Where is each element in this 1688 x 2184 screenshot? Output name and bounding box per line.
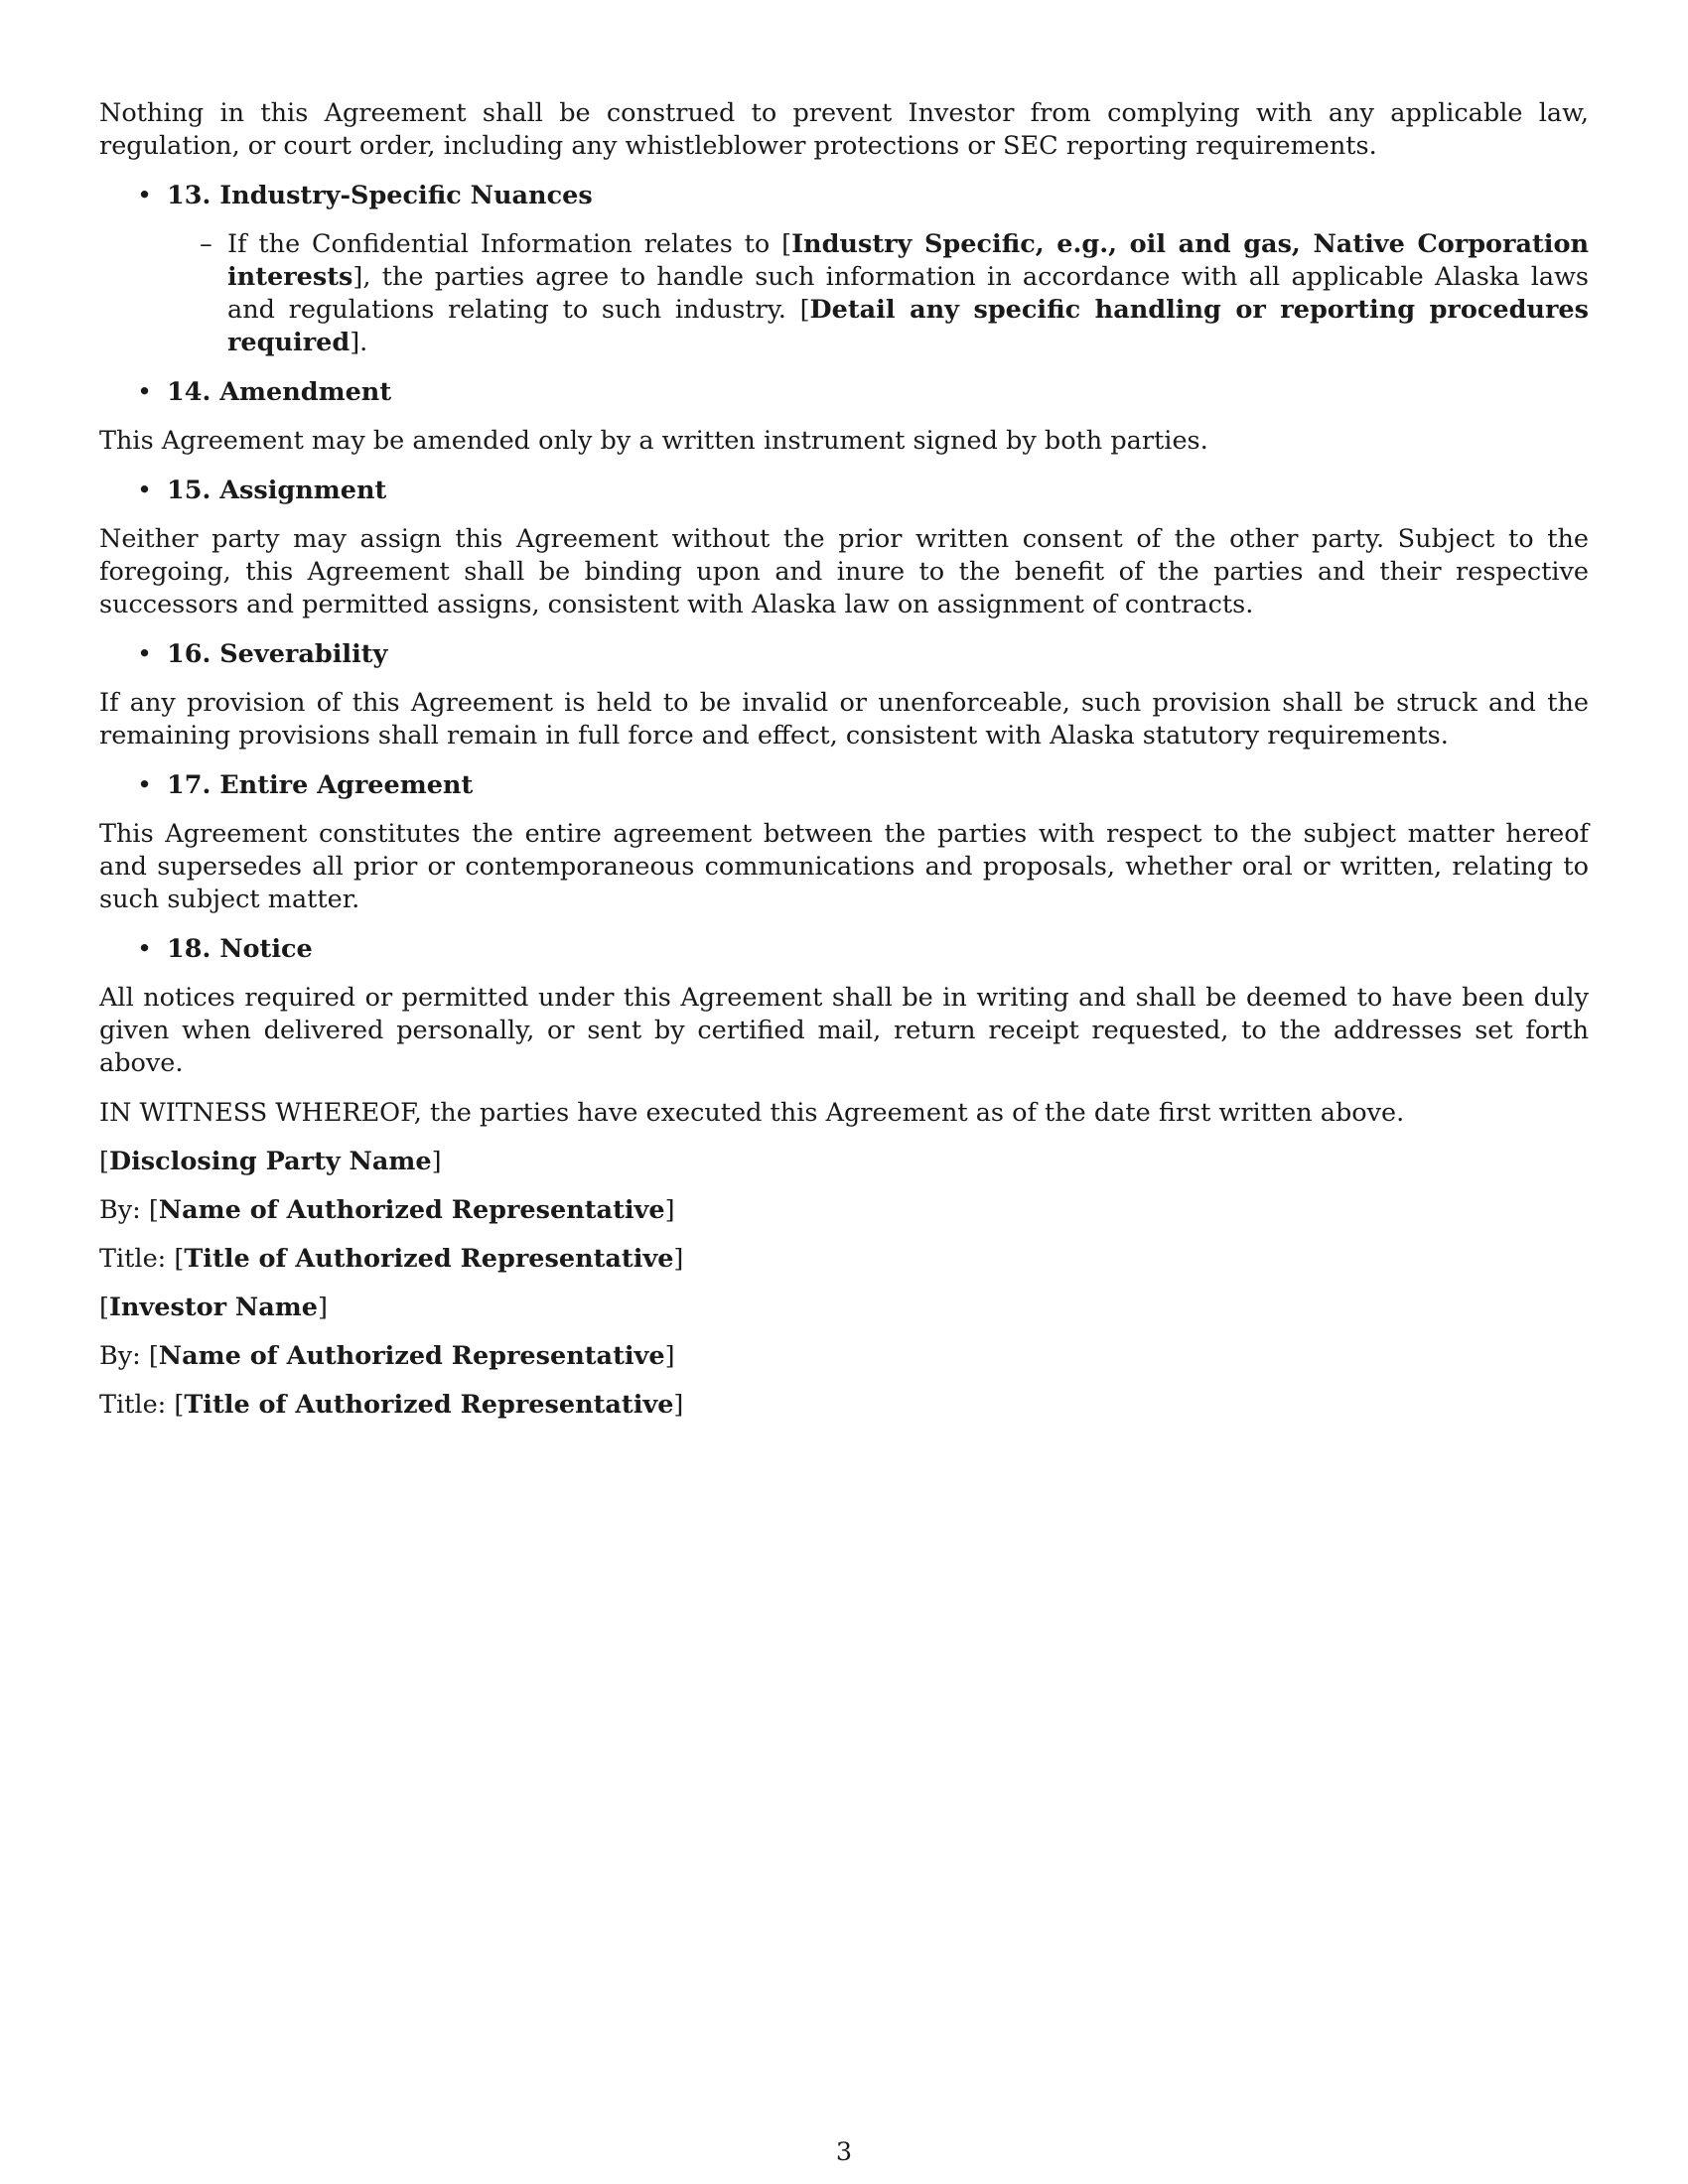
section-14-body: This Agreement may be amended only by a written instrument signed by both parties. [99,426,1208,456]
close-bracket: ] [431,1147,442,1176]
section-13-text-c: ]. [350,328,368,357]
close-bracket: ] [673,1244,684,1274]
open-bracket: [ [148,1195,159,1225]
title-label: Title: [99,1390,175,1420]
section-16-title: 16. Severability [167,639,388,669]
section-15-body: Neither party may assign this Agreement without the prior written consent of the other party. Subject to the foregoing, this Agreement shall be binding upon and inure to the benefit of the parties and their respective successors and permitted assigns, consistent with Alaska law on assignment of contracts. [99,524,1589,619]
disclosing-by-line [99,1194,1589,1227]
bullet-icon: • [137,639,153,669]
section-15-title: 15. Assignment [167,476,387,505]
page-number: 3 [835,2137,853,2167]
document-body [99,97,1589,1437]
section-18-title: 18. Notice [167,934,313,964]
section-13-placeholder-procedures: Detail any specific handling or reporting procedures required [227,295,1589,357]
witness-statement: IN WITNESS WHEREOF, the parties have executed this Agreement as of the date first written above. [99,1098,1405,1128]
bullet-icon: • [137,934,153,964]
bullet-icon: • [137,476,153,505]
close-bracket: ] [664,1195,675,1225]
disclosing-party-name-line [99,1146,1589,1178]
open-bracket: [ [99,1147,109,1176]
open-bracket: [ [99,1293,109,1322]
section-13-text-b: ], the parties agree to handle such information in accordance with all applicable Alaska laws and regulations relating to such industry. [ [227,262,1589,325]
title-label: Title: [99,1244,175,1274]
open-bracket: [ [174,1244,185,1274]
section-16-body: If any provision of this Agreement is held to be invalid or unenforceable, such provision shall be struck and the remaining provisions shall remain in full force and effect, consistent with Alaska statutory requirements. [99,688,1589,751]
section-14-heading [137,376,1589,409]
section-13-subitem [200,228,1589,359]
disclosing-title-line [99,1243,1589,1276]
bullet-icon: • [137,377,153,407]
disclosing-rep-title: Title of Authorized Representative [184,1244,674,1274]
section-13-text-a: If the Confidential Information relates to [ [227,229,792,259]
section-13-heading [137,180,1589,212]
disclosing-rep-name: Name of Authorized Representative [158,1195,665,1225]
by-label: By: [99,1195,149,1225]
section-14-title: 14. Amendment [167,377,392,407]
close-bracket: ] [673,1390,684,1420]
investor-name: Investor Name [108,1293,318,1322]
section-16-heading [137,638,1589,671]
close-bracket: ] [317,1293,328,1322]
section-18-body: All notices required or permitted under this Agreement shall be in writing and shall be deemed to have been duly given when delivered personally, or sent by certified mail, return receipt requested, to the addresses set forth above. [99,983,1589,1078]
investor-title-line [99,1389,1589,1422]
bullet-icon: • [137,181,153,210]
by-label: By: [99,1341,149,1371]
section-18-heading [137,933,1589,966]
investor-rep-name: Name of Authorized Representative [158,1341,665,1371]
open-bracket: [ [174,1390,185,1420]
investor-rep-title: Title of Authorized Representative [184,1390,674,1420]
section-13-placeholder-industry: Industry Specific, e.g., oil and gas, Native Corporation interests [227,229,1589,292]
dash-icon: – [200,229,212,259]
section-13-title: 13. Industry-Specific Nuances [167,181,593,210]
investor-name-line [99,1292,1589,1324]
disclosing-party-name: Disclosing Party Name [108,1147,432,1176]
intro-paragraph: Nothing in this Agreement shall be construed to prevent Investor from complying with any applicable law, regulation, or court order, including any whistleblower protections or SEC reporting requirements. [99,98,1589,161]
close-bracket: ] [664,1341,675,1371]
bullet-icon: • [137,770,153,800]
section-17-heading [137,769,1589,802]
investor-by-line [99,1340,1589,1373]
section-17-title: 17. Entire Agreement [167,770,474,800]
open-bracket: [ [148,1341,159,1371]
section-15-heading [137,475,1589,507]
section-17-body: This Agreement constitutes the entire agreement between the parties with respect to the subject matter hereof and supersedes all prior or contemporaneous communications and proposals, whether oral or written, relating to such subject matter. [99,819,1589,914]
